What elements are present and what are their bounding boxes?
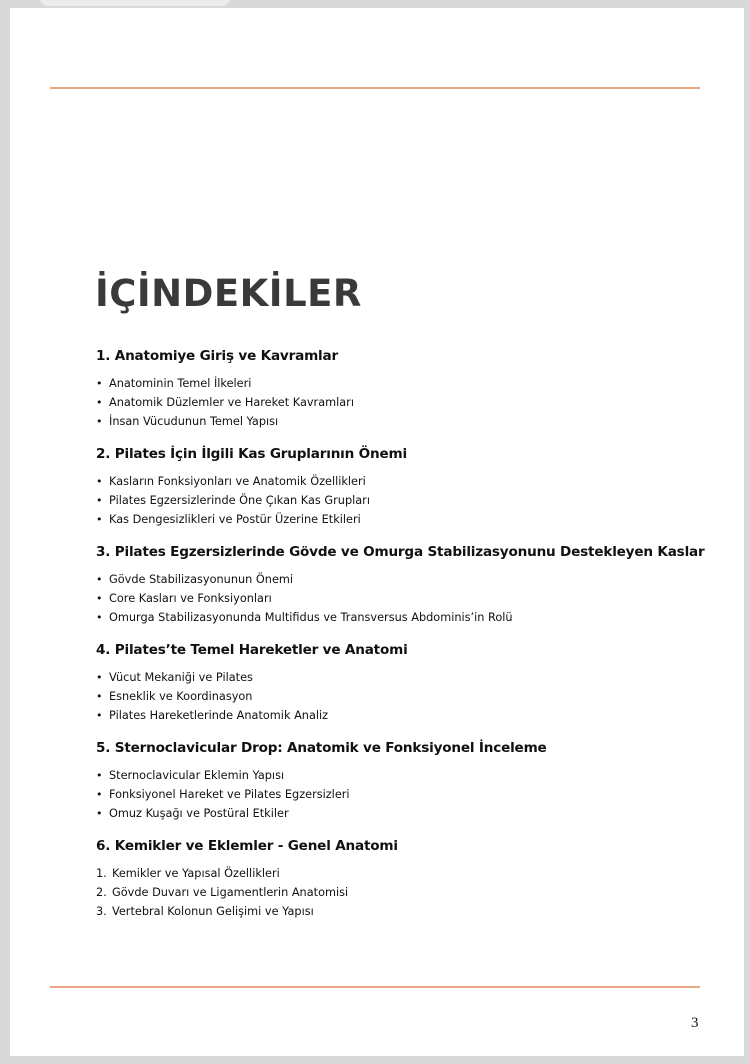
item-list (96, 472, 726, 529)
tab-remnant (40, 0, 230, 6)
toc-section-2 (96, 444, 726, 529)
bottom-divider (50, 986, 700, 988)
list-item (96, 902, 726, 921)
toc-section-4 (96, 640, 726, 725)
page-number: 3 (691, 1015, 699, 1031)
list-item: • İnsan Vücudunun Temel Yapısı (96, 412, 726, 431)
toc-section-5 (96, 738, 726, 823)
item-number: 3. (96, 905, 107, 918)
document-page (10, 8, 744, 1056)
list-item: • Vücut Mekaniği ve Pilates (96, 668, 726, 687)
toc-section-3 (96, 542, 726, 627)
item-number: 1. (96, 867, 107, 880)
numbered-item-list (96, 864, 726, 921)
section-heading: 5. Sternoclavicular Drop: Anatomik ve Fonksiyonel İnceleme (96, 740, 547, 756)
toc-section-6 (96, 836, 726, 921)
section-heading: 3. Pilates Egzersizlerinde Gövde ve Omurga Stabilizasyonunu Destekleyen Kaslar (96, 544, 705, 560)
list-item (96, 864, 726, 883)
item-list (96, 374, 726, 431)
top-divider (50, 87, 700, 89)
list-item: • Anatominin Temel İlkeleri (96, 374, 726, 393)
list-item: • Pilates Hareketlerinde Anatomik Analiz (96, 706, 726, 725)
item-list (96, 570, 726, 627)
list-item: • Anatomik Düzlemler ve Hareket Kavramları (96, 393, 726, 412)
section-heading: 4. Pilates’te Temel Hareketler ve Anatomi (96, 642, 408, 658)
list-item: • Omuz Kuşağı ve Postüral Etkiler (96, 804, 726, 823)
section-heading: 6. Kemikler ve Eklemler - Genel Anatomi (96, 838, 398, 854)
list-item: • Kasların Fonksiyonları ve Anatomik Özellikleri (96, 472, 726, 491)
item-number: 2. (96, 886, 107, 899)
list-item: • Core Kasları ve Fonksiyonları (96, 589, 726, 608)
list-item (96, 883, 726, 902)
item-list (96, 668, 726, 725)
item-text: Vertebral Kolonun Gelişimi ve Yapısı (112, 905, 314, 918)
list-item: • Sternoclavicular Eklemin Yapısı (96, 766, 726, 785)
list-item: • Omurga Stabilizasyonunda Multifidus ve Transversus Abdominis’in Rolü (96, 608, 726, 627)
list-item: • Pilates Egzersizlerinde Öne Çıkan Kas Grupları (96, 491, 726, 510)
page-title: İÇİNDEKİLER (95, 272, 362, 315)
list-item: • Fonksiyonel Hareket ve Pilates Egzersizleri (96, 785, 726, 804)
table-of-contents (96, 346, 726, 934)
list-item: • Kas Dengesizlikleri ve Postür Üzerine Etkileri (96, 510, 726, 529)
item-text: Kemikler ve Yapısal Özellikleri (112, 867, 280, 880)
section-heading: 1. Anatomiye Giriş ve Kavramlar (96, 348, 338, 364)
toc-section-1 (96, 346, 726, 431)
item-text: Gövde Duvarı ve Ligamentlerin Anatomisi (112, 886, 349, 899)
section-heading: 2. Pilates İçin İlgili Kas Gruplarının Önemi (96, 446, 407, 462)
list-item: • Esneklik ve Koordinasyon (96, 687, 726, 706)
item-list (96, 766, 726, 823)
list-item: • Gövde Stabilizasyonunun Önemi (96, 570, 726, 589)
